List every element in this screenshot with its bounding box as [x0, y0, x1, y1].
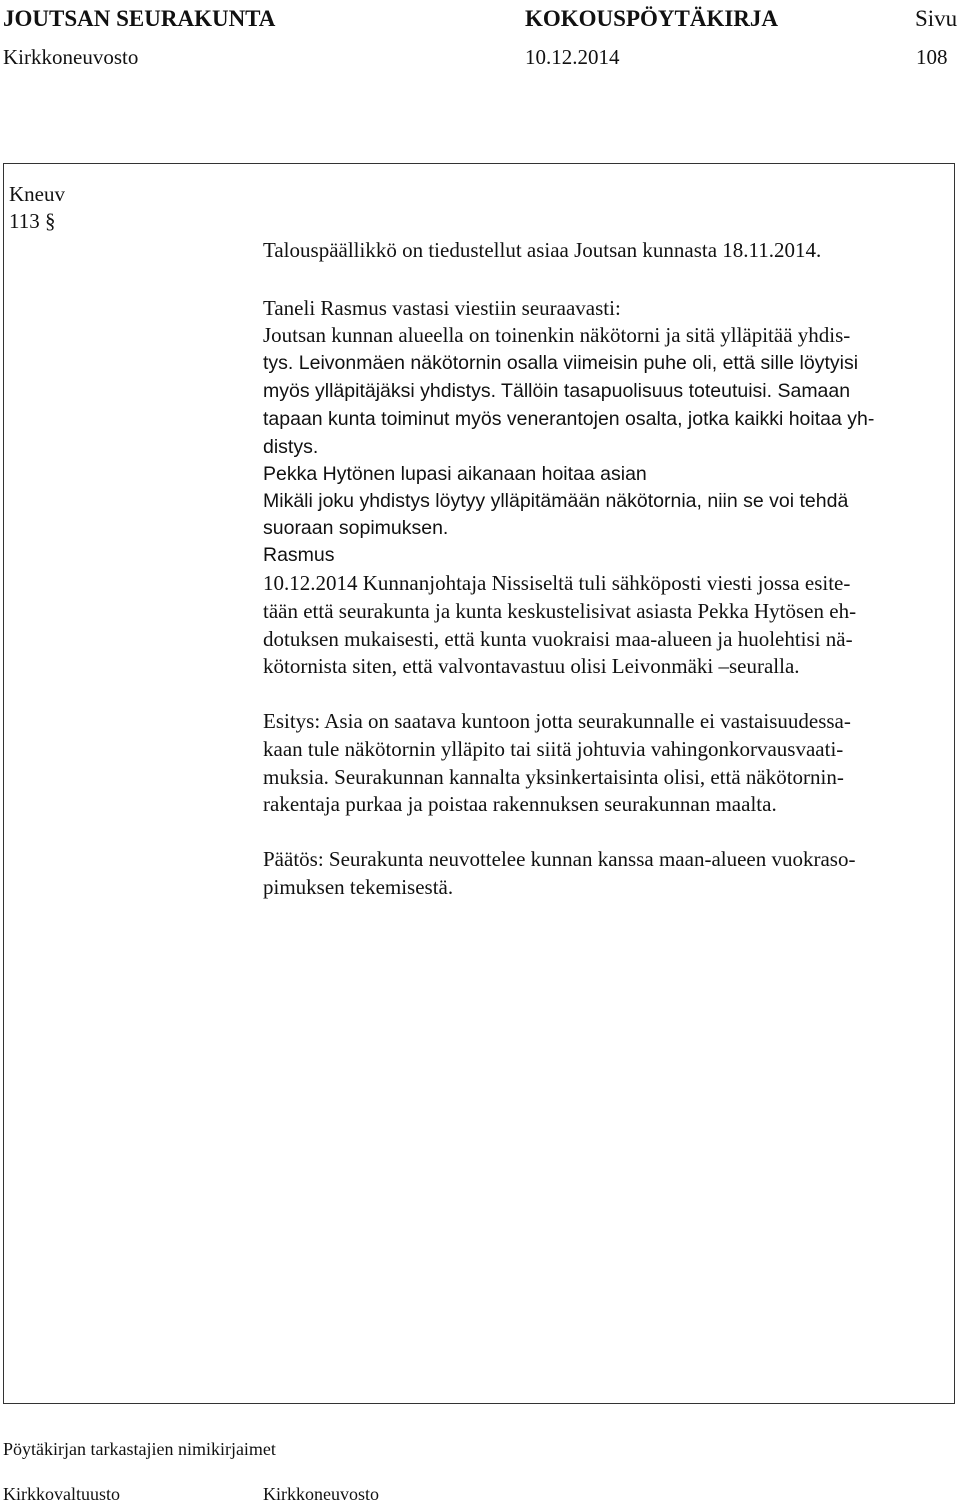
body-line: pimuksen tekemisestä. [263, 875, 454, 899]
body-line: tään että seurakunta ja kunta keskustelisivat asiasta Pekka Hytösen eh- [263, 599, 857, 623]
body-line: Rasmus [263, 544, 335, 566]
body-line: myös ylläpitäjäksi yhdistys. Tällöin tasapuolisuus toteutuisi. Samaan [263, 380, 851, 402]
body-line: tapaan kunta toiminut myös venerantojen osalta, jotka kaikki hoitaa yh- [263, 408, 875, 430]
body-line: Esitys: Asia on saatava kuntoon jotta seurakunnalle ei vastaisuudessa- [263, 709, 851, 733]
document-type: KOKOUSPÖYTÄKIRJA [525, 6, 779, 31]
section-label [9, 181, 65, 235]
body-line: Pekka Hytönen lupasi aikanaan hoitaa asian [263, 463, 647, 485]
body-line: Taneli Rasmus vastasi viestiin seuraavasti: [263, 296, 621, 320]
section-number: 113 § [9, 209, 56, 233]
body-line: tys. Leivonmäen näkötornin osalla viimeisin puhe oli, että sille löytyisi [263, 352, 859, 374]
footer-right-body: Kirkkoneuvosto [263, 1484, 379, 1504]
page-label: Sivu [915, 6, 958, 31]
body-line: distys. [263, 436, 319, 458]
section-body-abbrev: Kneuv [9, 182, 65, 206]
signatures-label: Pöytäkirjan tarkastajien nimikirjaimet [3, 1439, 276, 1459]
body-line: rakentaja purkaa ja poistaa rakennuksen seurakunnan maalta. [263, 792, 777, 816]
body-line: Joutsan kunnan alueella on toinenkin näkötorni ja sitä ylläpitää yhdis- [263, 323, 851, 347]
meeting-date: 10.12.2014 [525, 45, 620, 69]
body-line: Mikäli joku yhdistys löytyy ylläpitämään näkötornia, niin se voi tehdä [263, 490, 849, 512]
body-line: kaan tule näkötornin ylläpito tai siitä johtuvia vahingonkorvausvaati- [263, 737, 844, 761]
organization-name: JOUTSAN SEURAKUNTA [3, 6, 276, 31]
body-line: Talouspäällikkö on tiedustellut asiaa Joutsan kunnasta 18.11.2014. [263, 238, 822, 262]
body-line: muksia. Seurakunnan kannalta yksinkertaisinta olisi, että näkötornin- [263, 765, 844, 789]
body-line: 10.12.2014 Kunnanjohtaja Nissiseltä tuli sähköposti viesti jossa esite- [263, 571, 851, 595]
footer-left-body: Kirkkovaltuusto [3, 1484, 120, 1504]
body-line: dotuksen mukaisesti, että kunta vuokraisi maa-alueen ja huolehtisi nä- [263, 627, 853, 651]
body-line: suoraan sopimuksen. [263, 517, 449, 539]
body-line: kötornista siten, että valvontavastuu olisi Leivonmäki –seuralla. [263, 654, 800, 678]
page-number: 108 [916, 45, 948, 69]
body-line: Päätös: Seurakunta neuvottelee kunnan kanssa maan-alueen vuokraso- [263, 847, 856, 871]
meeting-body: Kirkkoneuvosto [3, 45, 139, 69]
